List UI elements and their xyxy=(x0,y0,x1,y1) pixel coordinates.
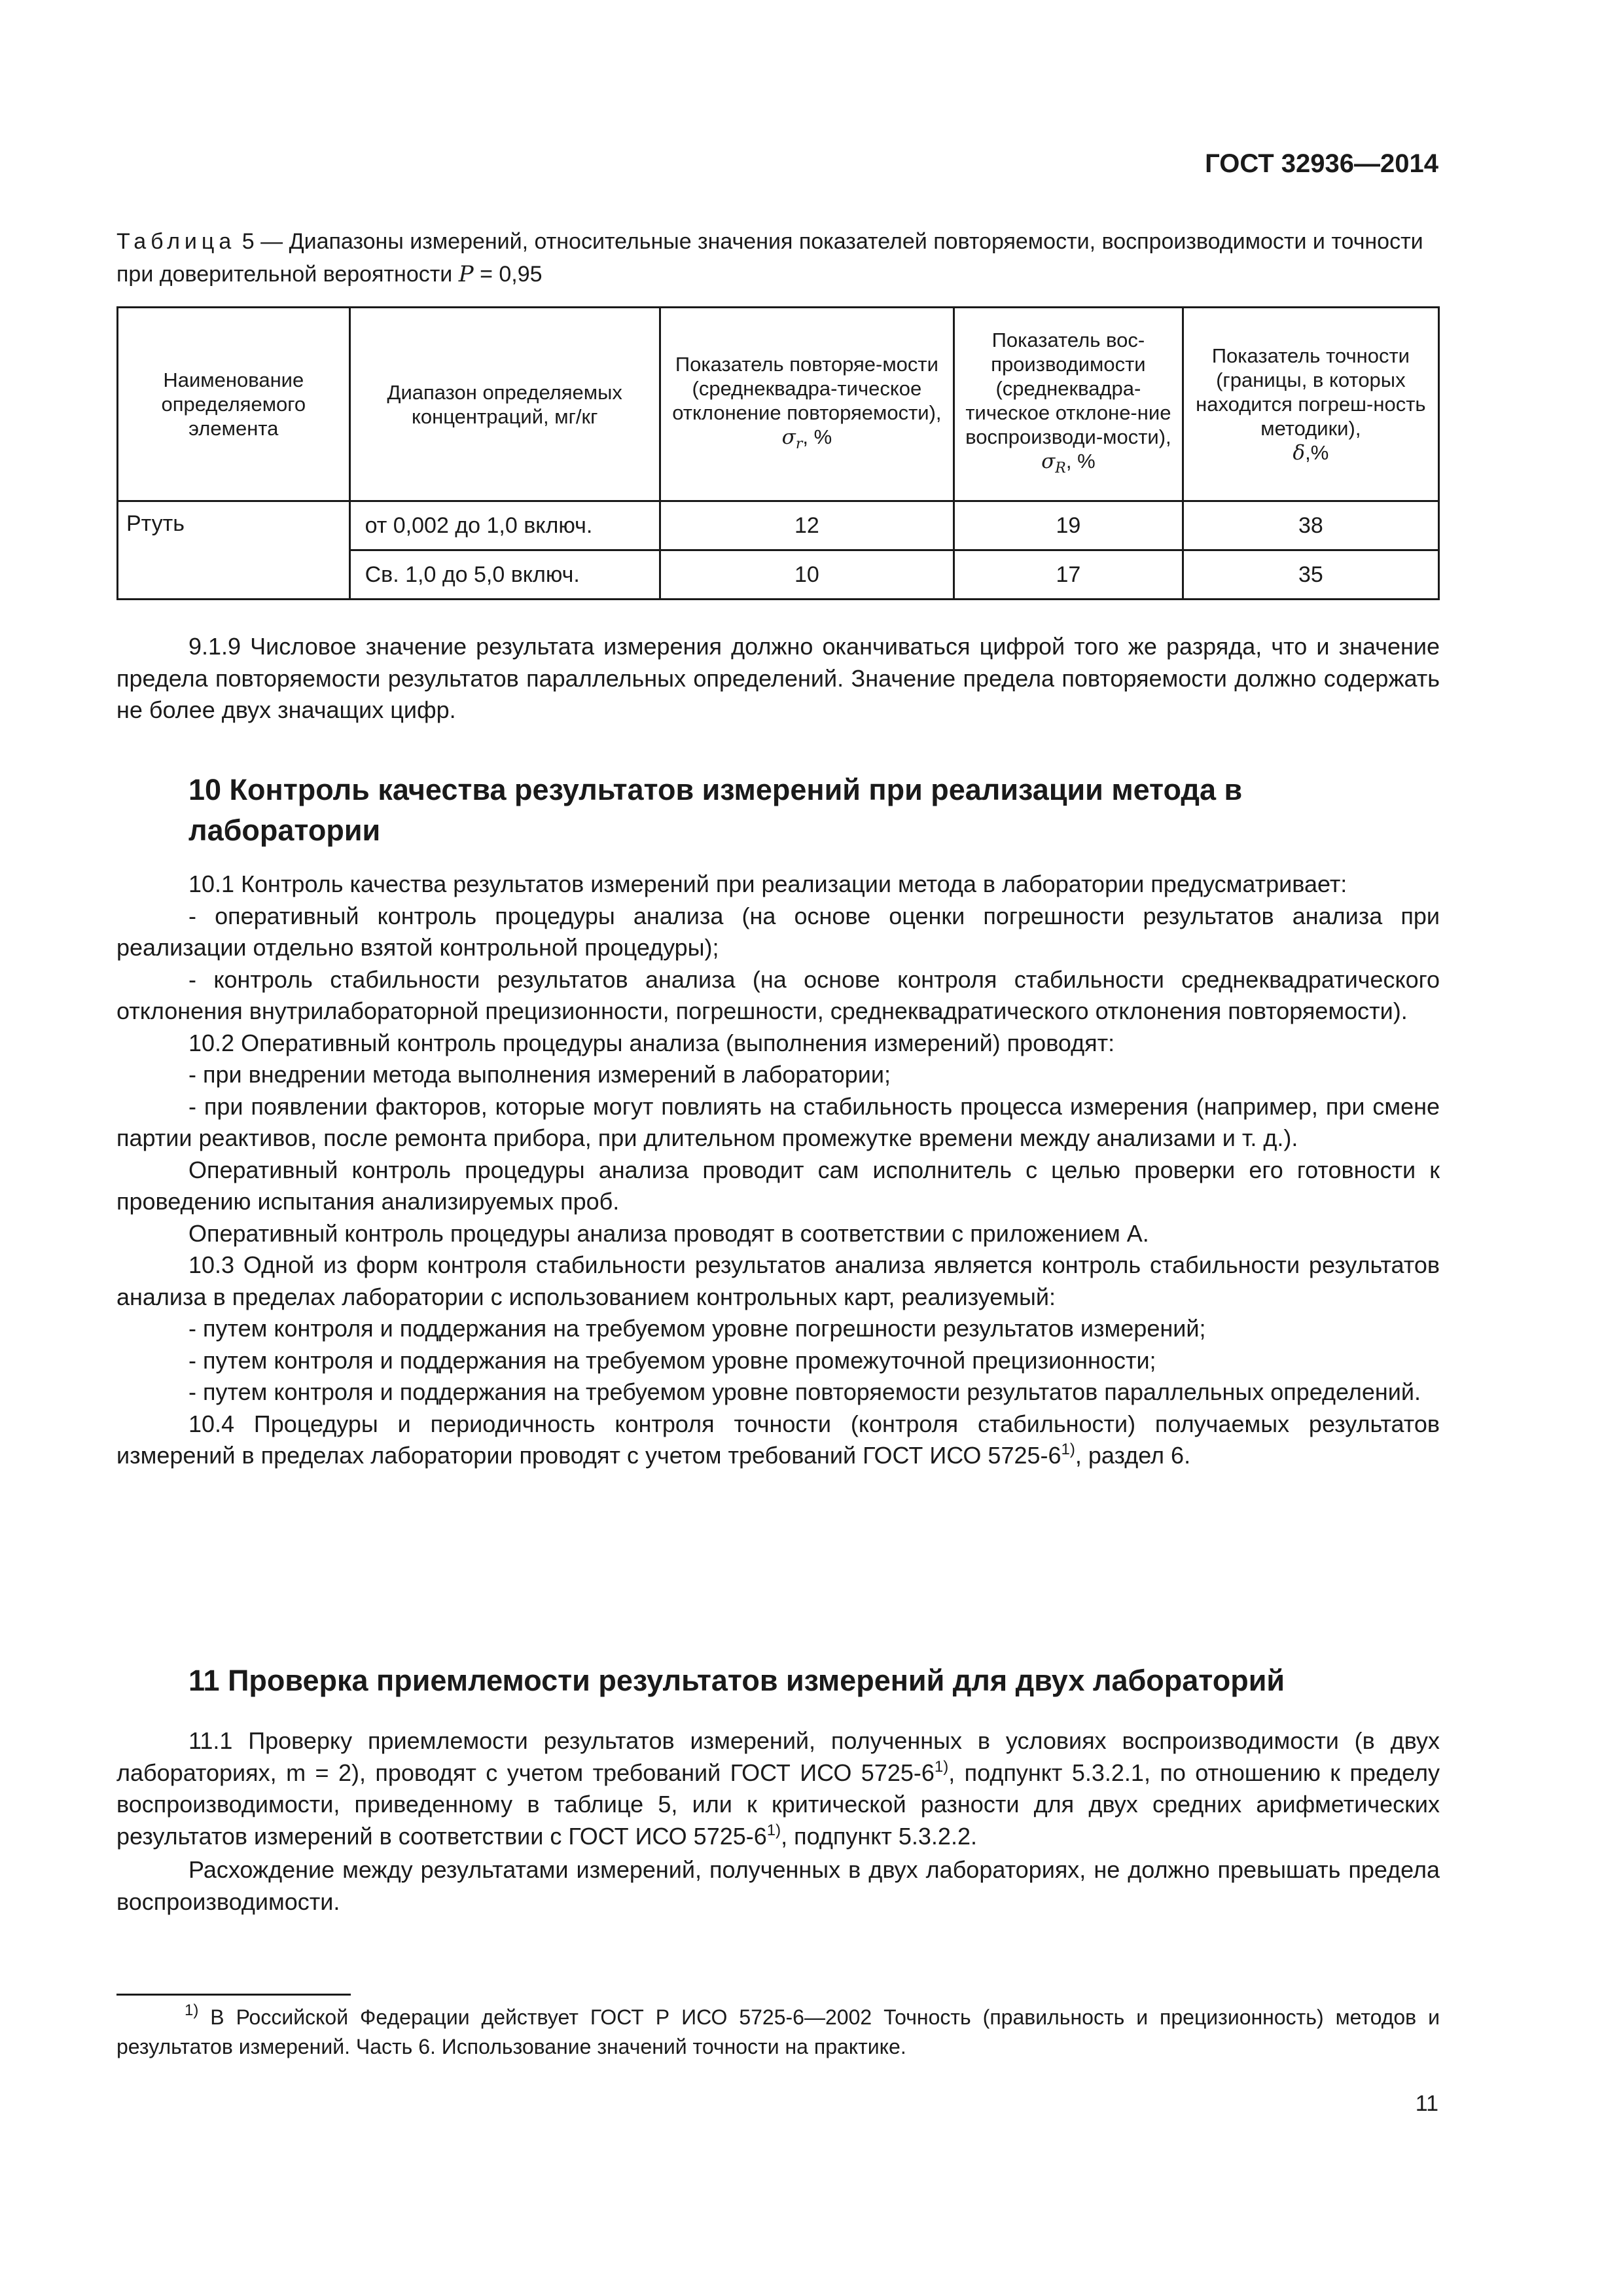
table-caption-word: Таблица xyxy=(116,229,236,254)
standard-code: ГОСТ 32936—2014 xyxy=(1205,149,1438,178)
sigma-R-symbol: $\sigma_R$ xyxy=(1041,449,1066,477)
table-caption xyxy=(116,225,1438,291)
paragraph-11-1-continuation: Расхождение между результатами измерений, полученных в двух лабораториях, не должно превышать предела воспроизводимости. xyxy=(116,1856,1440,1915)
header-element: Наименование определяемого элемента xyxy=(118,308,350,501)
cell-element: Ртуть xyxy=(118,501,350,600)
cell-range: от 0,002 до 1,0 включ. xyxy=(349,501,660,550)
header-reproducibility-text: Показатель вос-производимости (среднеквадра-тическое отклоне-ние воспроизводи-мости), xyxy=(965,328,1171,448)
header-accuracy-unit: ,% xyxy=(1305,440,1329,464)
header-reproducibility-unit: , % xyxy=(1065,449,1096,473)
table-caption-text: 5 — Диапазоны измерений, относительные значения показателей повторяемости, воспроизводимости и точности при доверительной вероятности xyxy=(116,229,1423,287)
page-number: 11 xyxy=(1415,2091,1438,2116)
section-10-body xyxy=(116,869,1440,1472)
section-10-heading: 10 Контроль качества результатов измерений при реализации метода в лаборатории xyxy=(188,773,1243,847)
paragraph-10-2-continuation: Оперативный контроль процедуры анализа проводят в соответствии с приложением А. xyxy=(188,1219,1149,1247)
footnote-ref: 1) xyxy=(766,1821,781,1839)
cell-accuracy: 38 xyxy=(1183,501,1438,550)
footnote-text: В Российской Федерации действует ГОСТ Р ИСО 5725-6—2002 Точность (правильность и прецизионность) методов и результатов измерений. Часть 6. Использование значений точности на практике. xyxy=(116,2005,1440,2058)
header-accuracy-text: Показатель точности (границы, в которых находится погреш-ность методики), xyxy=(1196,344,1426,440)
footnote xyxy=(116,2003,1440,2062)
list-item: - при внедрении метода выполнения измерений в лаборатории; xyxy=(188,1061,891,1088)
cell-range: Св. 1,0 до 5,0 включ. xyxy=(349,550,660,600)
footnote-ref: 1) xyxy=(934,1757,949,1776)
footnote-ref: 1) xyxy=(1061,1441,1075,1458)
list-item: - путем контроля и поддержания на требуемом уровне погрешности результатов измерений; xyxy=(188,1315,1206,1342)
paragraph-10-1: 10.1 Контроль качества результатов измерений при реализации метода в лаборатории предусматривает: xyxy=(188,870,1347,897)
paragraph-10-2: 10.2 Оперативный контроль процедуры анализа (выполнения измерений) проводят: xyxy=(188,1029,1115,1056)
list-item: - путем контроля и поддержания на требуемом уровне повторяемости результатов параллельных определений. xyxy=(188,1378,1421,1405)
cell-reproducibility: 19 xyxy=(954,501,1183,550)
paragraph-10-2-continuation: Оперативный контроль процедуры анализа проводит сам исполнитель с целью проверки его готовности к проведению испытания анализируемых проб. xyxy=(116,1156,1440,1215)
cell-repeatability: 12 xyxy=(660,501,954,550)
paragraph-10-4-text: 10.4 Процедуры и периодичность контроля точности (контроля стабильности) получаемых результатов измерений в пределах лаборатории проводят с учетом требований ГОСТ ИСО 5725-6 xyxy=(116,1410,1440,1469)
cell-repeatability: 10 xyxy=(660,550,954,600)
delta-symbol: δ xyxy=(1293,440,1306,465)
paragraph-9-1-9: 9.1.9 Числовое значение результата измерения должно оканчиваться цифрой того же разряда, что и значение предела повторяемости результатов параллельных определений. Значение предела повторяемости должно содержать не более двух значащих цифр. xyxy=(116,633,1440,723)
paragraph-11-1 xyxy=(116,1725,1440,1852)
list-item: - путем контроля и поддержания на требуемом уровне промежуточной прецизионности; xyxy=(188,1346,1156,1374)
list-item: - контроль стабильности результатов анализа (на основе контроля стабильности среднеквадратического отклонения внутрилабораторной прецизионности, погрешности, среднеквадратического отклонения повторяемости). xyxy=(116,965,1440,1024)
clause-9-1-9 xyxy=(116,631,1440,726)
paragraph-11-1-text-c: , подпункт 5.3.2.2. xyxy=(781,1822,977,1850)
paragraph-10-4-tail: , раздел 6. xyxy=(1075,1442,1191,1469)
cell-accuracy: 35 xyxy=(1183,550,1438,600)
footnote-divider xyxy=(116,1994,351,1996)
list-item: - при появлении факторов, которые могут повлиять на стабильность процесса измерения (например, при смене партии реактивов, после ремонта прибора, при длительном промежутке времени между анализами и т. д.). xyxy=(116,1092,1440,1151)
table-row xyxy=(118,501,1439,550)
table-header-row xyxy=(118,308,1439,501)
section-11-heading: 11 Проверка приемлемости результатов измерений для двух лабораторий xyxy=(188,1664,1285,1697)
probability-symbol: P xyxy=(458,261,474,287)
paragraph-10-3: 10.3 Одной из форм контроля стабильности результатов анализа является контроль стабильности результатов анализа в пределах лаборатории с использованием контрольных карт, реализуемый: xyxy=(116,1251,1440,1310)
header-repeatability xyxy=(660,308,954,501)
header-accuracy xyxy=(1183,308,1438,501)
section-11-body xyxy=(116,1725,1440,1918)
header-range: Диапазон определяемых концентраций, мг/кг xyxy=(349,308,660,501)
table-caption-tail: = 0,95 xyxy=(473,262,543,287)
header-repeatability-unit: , % xyxy=(802,425,832,448)
header-reproducibility xyxy=(954,308,1183,501)
paragraph-11-1-text-a: 11.1 Проверку приемлемости результатов измерений, полученных в условиях воспроизводимости (в двух лабораториях, m = 2), проводят с учетом требований ГОСТ ИСО 5725-6 xyxy=(116,1727,1440,1786)
list-item: - оперативный контроль процедуры анализа (на основе оценки погрешности результатов анализа при реализации отдельно взятой контрольной процедуры); xyxy=(116,902,1440,961)
header-repeatability-text: Показатель повторяе-мости (среднеквадра-тическое отклонение повторяемости), xyxy=(672,352,942,424)
sigma-r-symbol: $\sigma_r$ xyxy=(781,425,803,453)
table-5 xyxy=(116,306,1440,600)
cell-reproducibility: 17 xyxy=(954,550,1183,600)
paragraph-11-1-text-b: , подпункт 5.3.2.1, по отношению к пределу воспроизводимости, приведенному в таблице 5, или к критической разности для двух средних арифметических результатов измерений в соответствии с ГОСТ ИСО 5725-6 xyxy=(116,1759,1440,1850)
footnote-mark: 1) xyxy=(185,2001,199,2019)
paragraph-10-4 xyxy=(116,1408,1440,1472)
